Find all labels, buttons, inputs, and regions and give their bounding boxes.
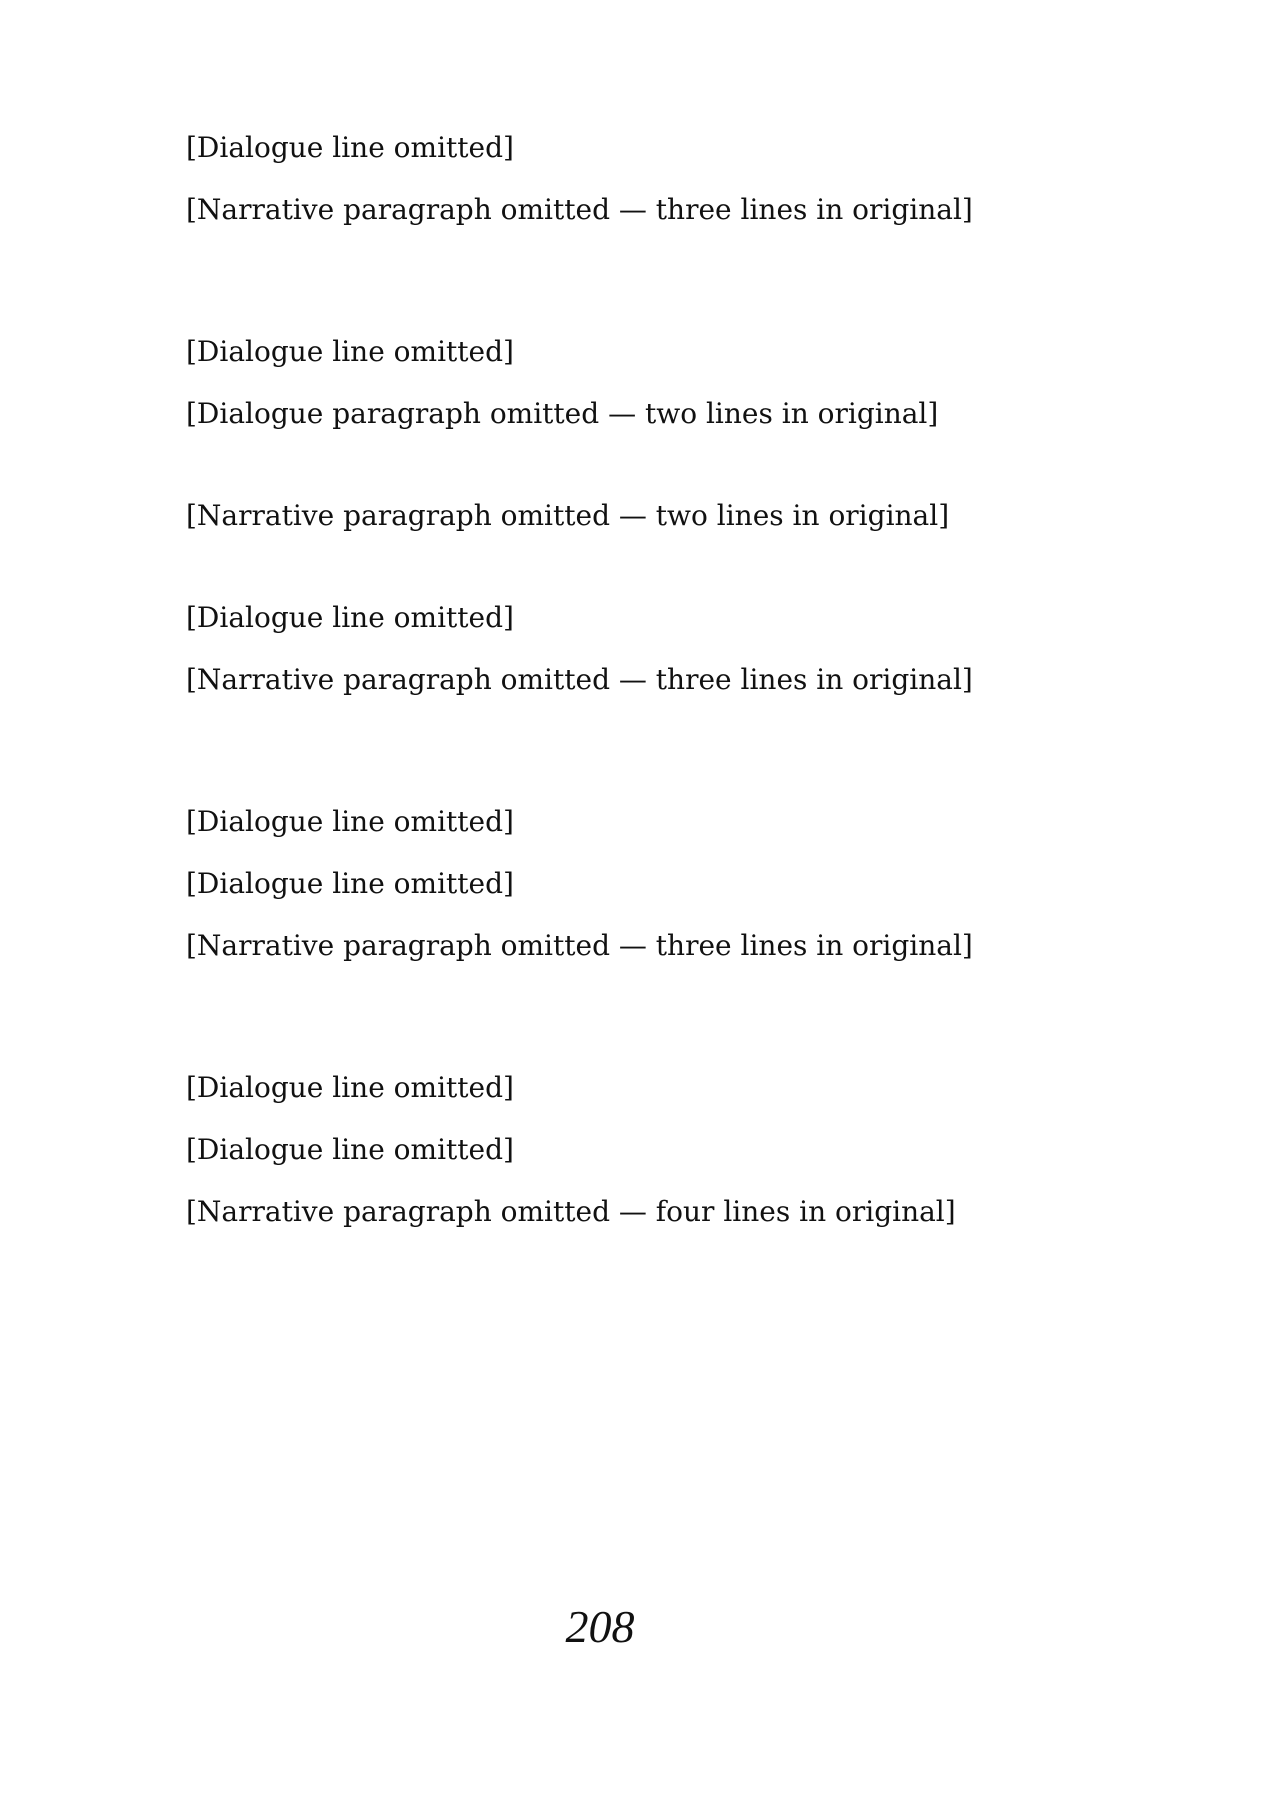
- paragraph: [Dialogue paragraph omitted — two lines in original]: [186, 397, 939, 430]
- paragraph: [Narrative paragraph omitted — three lines in original]: [186, 193, 973, 226]
- paragraph: [Narrative paragraph omitted — three lines in original]: [186, 929, 973, 962]
- paragraph: [Narrative paragraph omitted — four lines in original]: [186, 1195, 956, 1228]
- paragraph: [Dialogue line omitted]: [186, 867, 514, 900]
- paragraph: [Dialogue line omitted]: [186, 1133, 514, 1166]
- body-text: [130, 128, 1070, 1374]
- paragraph: [Dialogue line omitted]: [186, 335, 514, 368]
- paragraph: [Narrative paragraph omitted — three lines in original]: [186, 663, 973, 696]
- paragraph: [Dialogue line omitted]: [186, 131, 514, 164]
- paragraph: [Dialogue line omitted]: [186, 601, 514, 634]
- paragraph: [Dialogue line omitted]: [186, 1071, 514, 1104]
- page-number: 208: [565, 1601, 635, 1652]
- paragraph: [Narrative paragraph omitted — two lines in original]: [186, 499, 950, 532]
- paragraph: [Dialogue line omitted]: [186, 805, 514, 838]
